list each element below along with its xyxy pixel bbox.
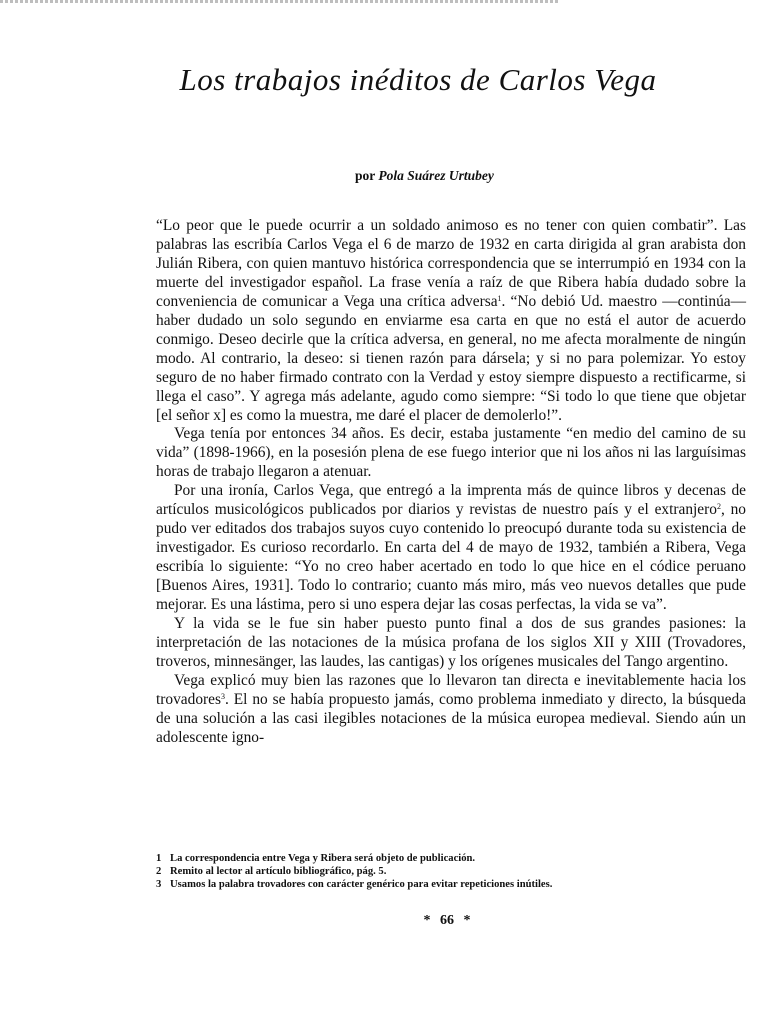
- footnote-2: [156, 865, 756, 878]
- footnote-text: Remito al lector al artículo bibliográfico, pág. 5.: [170, 866, 387, 878]
- paragraph-text: . “No debió Ud. maestro —continúa— haber dudado un solo segundo en enviarme esa carta en que no está el autor de acuerdo conmigo. Deseo decirle que la crítica adversa, en general, no me afecta moralmente de ningún modo. Al contrario, la deseo: si tienen razón para dársela; y si no para polemizar. Yo estoy seguro de no haber firmado contrato con la Verdad y estoy siempre dispuesto a rectificarme, si llega el caso”. Y agrega más adelante, agudo como siempre: “Si todo lo que tiene que objetar [el señor x] es como la muestra, me daré el placer de demolerlo!”.: [156, 292, 746, 424]
- byline-prefix: por: [355, 168, 376, 183]
- byline: [355, 168, 494, 184]
- paragraph-text: “Lo peor que le puede ocurrir a un soldado animoso es no tener con quien combatir”. Las palabras las escribía Carlos Vega el 6 de marzo de 1932 en carta dirigida al gran arabista don Julián Ribera, con quien mantuvo histórica correspondencia que se interrumpió en 1934 con la muerte del investigador español. La frase venía a raíz de que Ribera había dudado sobre la conveniencia de comunicar a Vega una crítica adversa: [156, 217, 746, 310]
- footnote-number: 2: [156, 866, 162, 878]
- footnotes: [156, 852, 756, 892]
- paragraph-3: [156, 482, 746, 615]
- asterisk-ornament-right: *: [463, 913, 471, 928]
- paragraph-text: Por una ironía, Carlos Vega, que entregó a la imprenta más de quince libros y decenas de artículos musicológicos publicados por diarios y revistas de nuestro país y el extranjero: [156, 482, 746, 519]
- footnote-number: 3: [156, 879, 162, 891]
- paragraph-text: , no pudo ver editados dos trabajos suyos cuyo contenido lo preocupó durante toda su existencia de investigador. Es curioso recordarlo. En carta del 4 de mayo de 1932, también a Ribera, Vega escribía lo siguiente: “Yo no creo haber acertado en todo lo que hice en el códice peruano [Buenos Aires, 1931]. Todo lo contrario; cuanto más miro, más veo nuevos detalles que pude mejorar. Es una lástima, pero si uno espera dejar las cosas perfectas, la vida se va”.: [156, 501, 746, 614]
- page-number: [0, 913, 768, 929]
- footnote-text: Usamos la palabra trovadores con carácter genérico para evitar repeticiones inútiles.: [170, 879, 553, 891]
- paragraph-text: Vega explicó muy bien las razones que lo llevaron tan directa e inevitablemente hacia los trovadores: [156, 671, 746, 708]
- author-name: Pola Suárez Urtubey: [378, 168, 494, 183]
- paragraph-text: Y la vida se le fue sin haber puesto punto final a dos de sus grandes pasiones: la interpretación de las notaciones de la música profana de los siglos XII y XIII (Trovadores, troveros, minnesänger, las laudes, las cantigas) y los orígenes musicales del Tango argentino.: [156, 615, 746, 670]
- footnote-ref-3: 3: [220, 691, 225, 701]
- footnote-ref-1: 1: [497, 293, 502, 303]
- paragraph-text: Vega tenía por entonces 34 años. Es decir, estaba justamente “en medio del camino de su vida” (1898-1966), en la posesión plena de ese fuego interior que ni los años ni las larguísimas horas de trabajo llegaron a atenuar.: [156, 425, 746, 481]
- footnote-text: La correspondencia entre Vega y Ribera será objeto de publicación.: [170, 853, 476, 864]
- scan-edge-artifact: [0, 0, 560, 3]
- paragraph-5: [156, 672, 746, 748]
- article-title: Los trabajos inéditos de Carlos Vega: [179, 62, 657, 97]
- asterisk-ornament-left: *: [423, 913, 431, 928]
- paragraph-2: [156, 425, 746, 482]
- article-body: [156, 217, 746, 748]
- page-number-value: 66: [440, 913, 454, 928]
- paragraph-text: . El no se había propuesto jamás, como problema inmediato y directo, la búsqueda de una solución a las casi ilegibles notaciones de la música europea medieval. Siendo aún un adolescente igno-: [156, 690, 746, 746]
- paragraph-4: [156, 615, 746, 672]
- footnote-3: [156, 878, 756, 891]
- footnote-1: [156, 852, 756, 865]
- footnote-number: 1: [156, 853, 162, 864]
- paragraph-1: [156, 217, 746, 425]
- footnote-ref-2: 2: [716, 502, 721, 512]
